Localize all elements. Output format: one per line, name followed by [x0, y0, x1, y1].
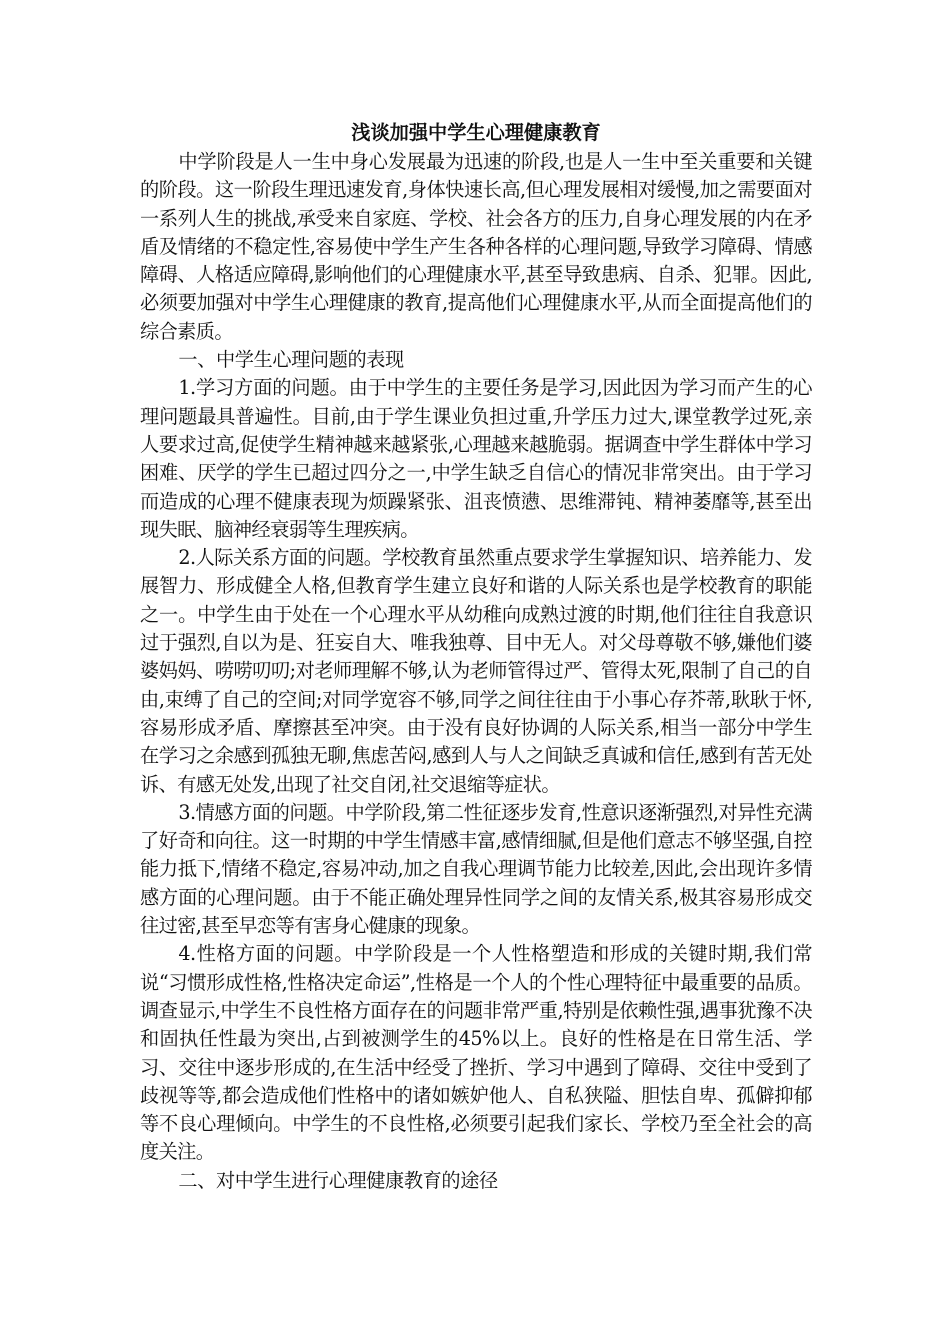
section-1-heading: 一、中学生心理问题的表现 [178, 348, 404, 372]
paragraph-personality-problems: 4.性格方面的问题。中学阶段是一个人性格塑造和形成的关键时期,我们常说“习惯形成性格,性格决定命运”,性格是一个人的个性心理特征中最重要的品质。调查显示,中学生不良性格方面存在的问题非常严重,特别是依赖性强,遇事犹豫不决和固执任性最为突出,占到被测学生的45%以上。良好的性格是在日常生活、学习、交往中逐步形成的,在生活中经受了挫折、学习中遇到了障碍、交往中受到了歧视等等,都会造成他们性格中的诸如嫉妒他人、自私狭隘、胆怯自卑、孤僻抑郁等不良心理倾向。中学生的不良性格,必须要引起我们家长、学校乃至全社会的高度关注。 [140, 942, 812, 1164]
paragraph-study-problems: 1.学习方面的问题。由于中学生的主要任务是学习,因此因为学习而产生的心理问题最具普遍性。目前,由于学生课业负担过重,升学压力过大,课堂教学过死,亲人要求过高,促使学生精神越来越紧张,心理越来越脆弱。据调查中学生群体中学习困难、厌学的学生已超过四分之一,中学生缺乏自信心的情况非常突出。由于学习而造成的心理不健康表现为烦躁紧张、沮丧愤懑、思维滞钝、精神萎靡等,甚至出现失眠、脑神经衰弱等生理疾病。 [140, 376, 812, 541]
document-title: 浅谈加强中学生心理健康教育 [351, 121, 601, 144]
intro-paragraph: 中学阶段是人一生中身心发展最为迅速的阶段,也是人一生中至关重要和关键的阶段。这一阶段生理迅速发育,身体快速长高,但心理发展相对缓慢,加之需要面对一系列人生的挑战,承受来自家庭、学校、社会各方的压力,自身心理发展的内在矛盾及情绪的不稳定性,容易使中学生产生各种各样的心理问题,导致学习障碍、情感障碍、人格适应障碍,影响他们的心理健康水平,甚至导致患病、自杀、犯罪。因此,必须要加强对中学生心理健康的教育,提高他们心理健康水平,从而全面提高他们的综合素质。 [140, 150, 812, 343]
paragraph-interpersonal-problems: 2.人际关系方面的问题。学校教育虽然重点要求学生掌握知识、培养能力、发展智力、形成健全人格,但教育学生建立良好和谐的人际关系也是学校教育的职能之一。中学生由于处在一个心理水平从幼稚向成熟过渡的时期,他们往往自我意识过于强烈,自以为是、狂妄自大、唯我独尊、目中无人。对父母尊敬不够,嫌他们婆婆妈妈、唠唠叨叨;对老师理解不够,认为老师管得过严、管得太死,限制了自己的自由,束缚了自己的空间;对同学宽容不够,同学之间往往由于小事心存芥蒂,耿耿于怀,容易形成矛盾、摩擦甚至冲突。由于没有良好协调的人际关系,相当一部分中学生在学习之余感到孤独无聊,焦虑苦闷,感到人与人之间缺乏真诚和信任,感到有苦无处诉、有感无处发,出现了社交自闭,社交退缩等症状。 [140, 546, 812, 796]
section-2-heading: 二、对中学生进行心理健康教育的途径 [178, 1168, 498, 1192]
paragraph-emotional-problems: 3.情感方面的问题。中学阶段,第二性征逐步发育,性意识逐渐强烈,对异性充满了好奇和向往。这一时期的中学生情感丰富,感情细腻,但是他们意志不够坚强,自控能力抵下,情绪不稳定,容易冲动,加之自我心理调节能力比较差,因此,会出现许多情感方面的心理问题。由于不能正确处理异性同学之间的友情关系,极其容易形成交往过密,甚至早恋等有害身心健康的现象。 [140, 800, 812, 938]
document-page [140, 118, 812, 1195]
